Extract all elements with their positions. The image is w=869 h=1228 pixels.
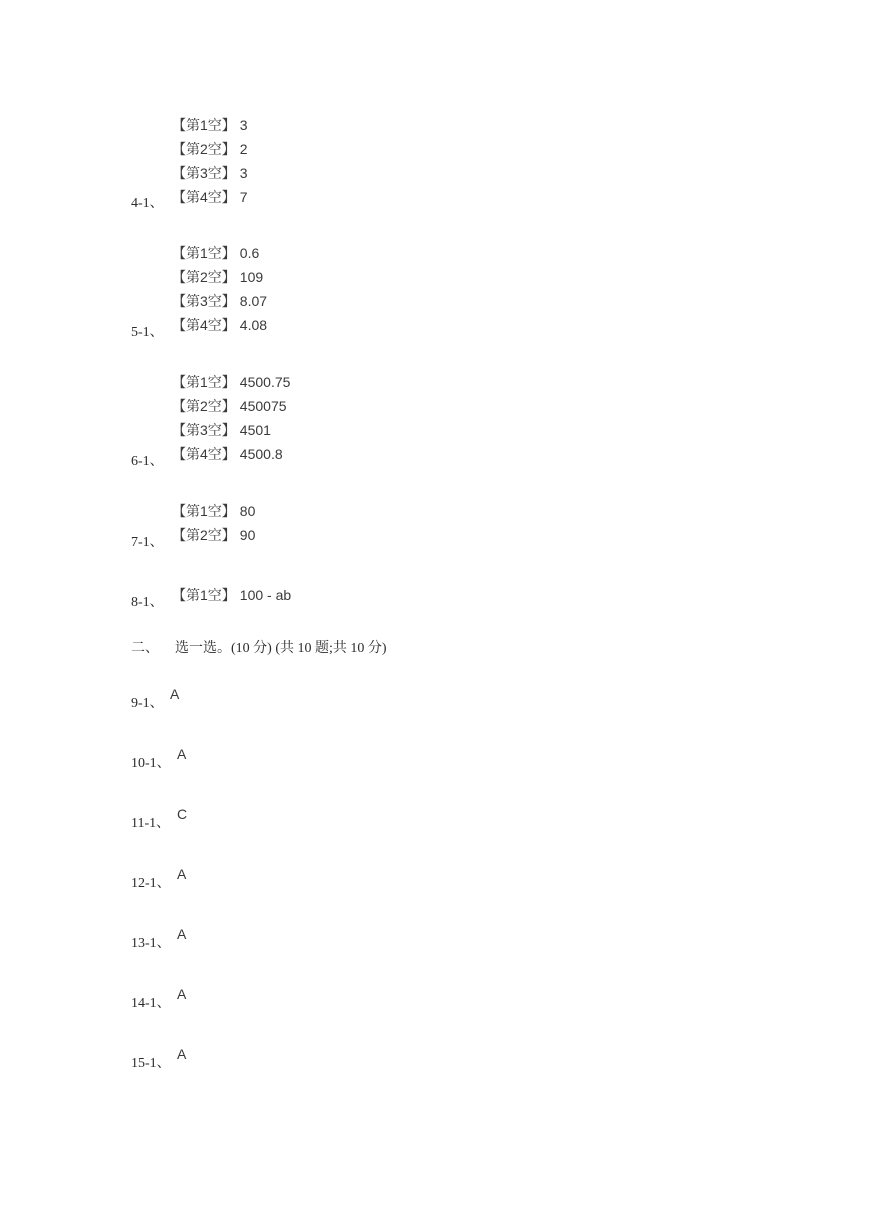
- choice-answer: A: [177, 986, 187, 1002]
- blank-value: 109: [239, 269, 264, 285]
- blank-tag: 【第3空】: [172, 422, 236, 438]
- blank-value: 4501: [239, 422, 271, 438]
- choice-answer: A: [177, 926, 187, 942]
- blank-row: [172, 241, 267, 265]
- blank-row: [172, 289, 267, 313]
- blank-tag: 【第1空】: [172, 245, 236, 261]
- blank-tag: 【第2空】: [172, 141, 236, 157]
- blank-value: 450075: [239, 398, 287, 414]
- question-number-5-1: 5-1、: [131, 325, 164, 340]
- choice-answer: C: [177, 806, 188, 822]
- blank-tag: 【第3空】: [172, 293, 236, 309]
- answer-8-1-blanks: [172, 583, 291, 607]
- blank-value: 4500.75: [239, 374, 291, 390]
- blank-value: 3: [239, 117, 248, 133]
- blank-value: 8.07: [239, 293, 268, 309]
- question-number-11-1: 11-1、: [131, 816, 171, 831]
- blank-tag: 【第2空】: [172, 269, 236, 285]
- blank-row: [172, 418, 290, 442]
- blank-tag: 【第3空】: [172, 165, 236, 181]
- section-index: 二、: [131, 641, 159, 656]
- choice-answer: A: [177, 1046, 187, 1062]
- answer-4-1-blanks: [172, 113, 248, 209]
- blank-value: 100 - ab: [239, 587, 292, 603]
- blank-row: [172, 113, 248, 137]
- blank-tag: 【第4空】: [172, 317, 236, 333]
- blank-value: 2: [239, 141, 248, 157]
- blank-tag: 【第1空】: [172, 587, 236, 603]
- answer-5-1-blanks: [172, 241, 267, 337]
- section-heading: [131, 637, 387, 657]
- question-number-15-1: 15-1、: [131, 1056, 171, 1071]
- blank-value: 3: [239, 165, 248, 181]
- choice-answer: A: [177, 866, 187, 882]
- question-number-4-1: 4-1、: [131, 196, 164, 211]
- blank-row: [172, 265, 267, 289]
- blank-row: [172, 442, 290, 466]
- blank-tag: 【第2空】: [172, 527, 236, 543]
- blank-tag: 【第1空】: [172, 374, 236, 390]
- question-number-12-1: 12-1、: [131, 876, 171, 891]
- question-number-8-1: 8-1、: [131, 595, 164, 610]
- blank-tag: 【第2空】: [172, 398, 236, 414]
- blank-row: [172, 583, 291, 607]
- blank-row: [172, 313, 267, 337]
- question-number-14-1: 14-1、: [131, 996, 171, 1011]
- blank-value: 4.08: [239, 317, 268, 333]
- blank-row: [172, 370, 290, 394]
- blank-value: 80: [239, 503, 256, 519]
- choice-answer: A: [177, 746, 187, 762]
- choice-answer: A: [170, 686, 180, 702]
- blank-tag: 【第4空】: [172, 446, 236, 462]
- question-number-13-1: 13-1、: [131, 936, 171, 951]
- blank-row: [172, 185, 248, 209]
- blank-value: 0.6: [239, 245, 260, 261]
- blank-row: [172, 499, 255, 523]
- blank-tag: 【第1空】: [172, 117, 236, 133]
- blank-tag: 【第4空】: [172, 189, 236, 205]
- section-title: 选一选。(10 分) (共 10 题;共 10 分): [175, 641, 387, 656]
- answer-7-1-blanks: [172, 499, 255, 547]
- question-number-10-1: 10-1、: [131, 756, 171, 771]
- blank-row: [172, 523, 255, 547]
- blank-value: 90: [239, 527, 256, 543]
- question-number-9-1: 9-1、: [131, 696, 164, 711]
- blank-row: [172, 161, 248, 185]
- blank-row: [172, 137, 248, 161]
- answer-6-1-blanks: [172, 370, 290, 466]
- blank-row: [172, 394, 290, 418]
- blank-value: 4500.8: [239, 446, 283, 462]
- question-number-6-1: 6-1、: [131, 454, 164, 469]
- blank-value: 7: [239, 189, 248, 205]
- question-number-7-1: 7-1、: [131, 535, 164, 550]
- blank-tag: 【第1空】: [172, 503, 236, 519]
